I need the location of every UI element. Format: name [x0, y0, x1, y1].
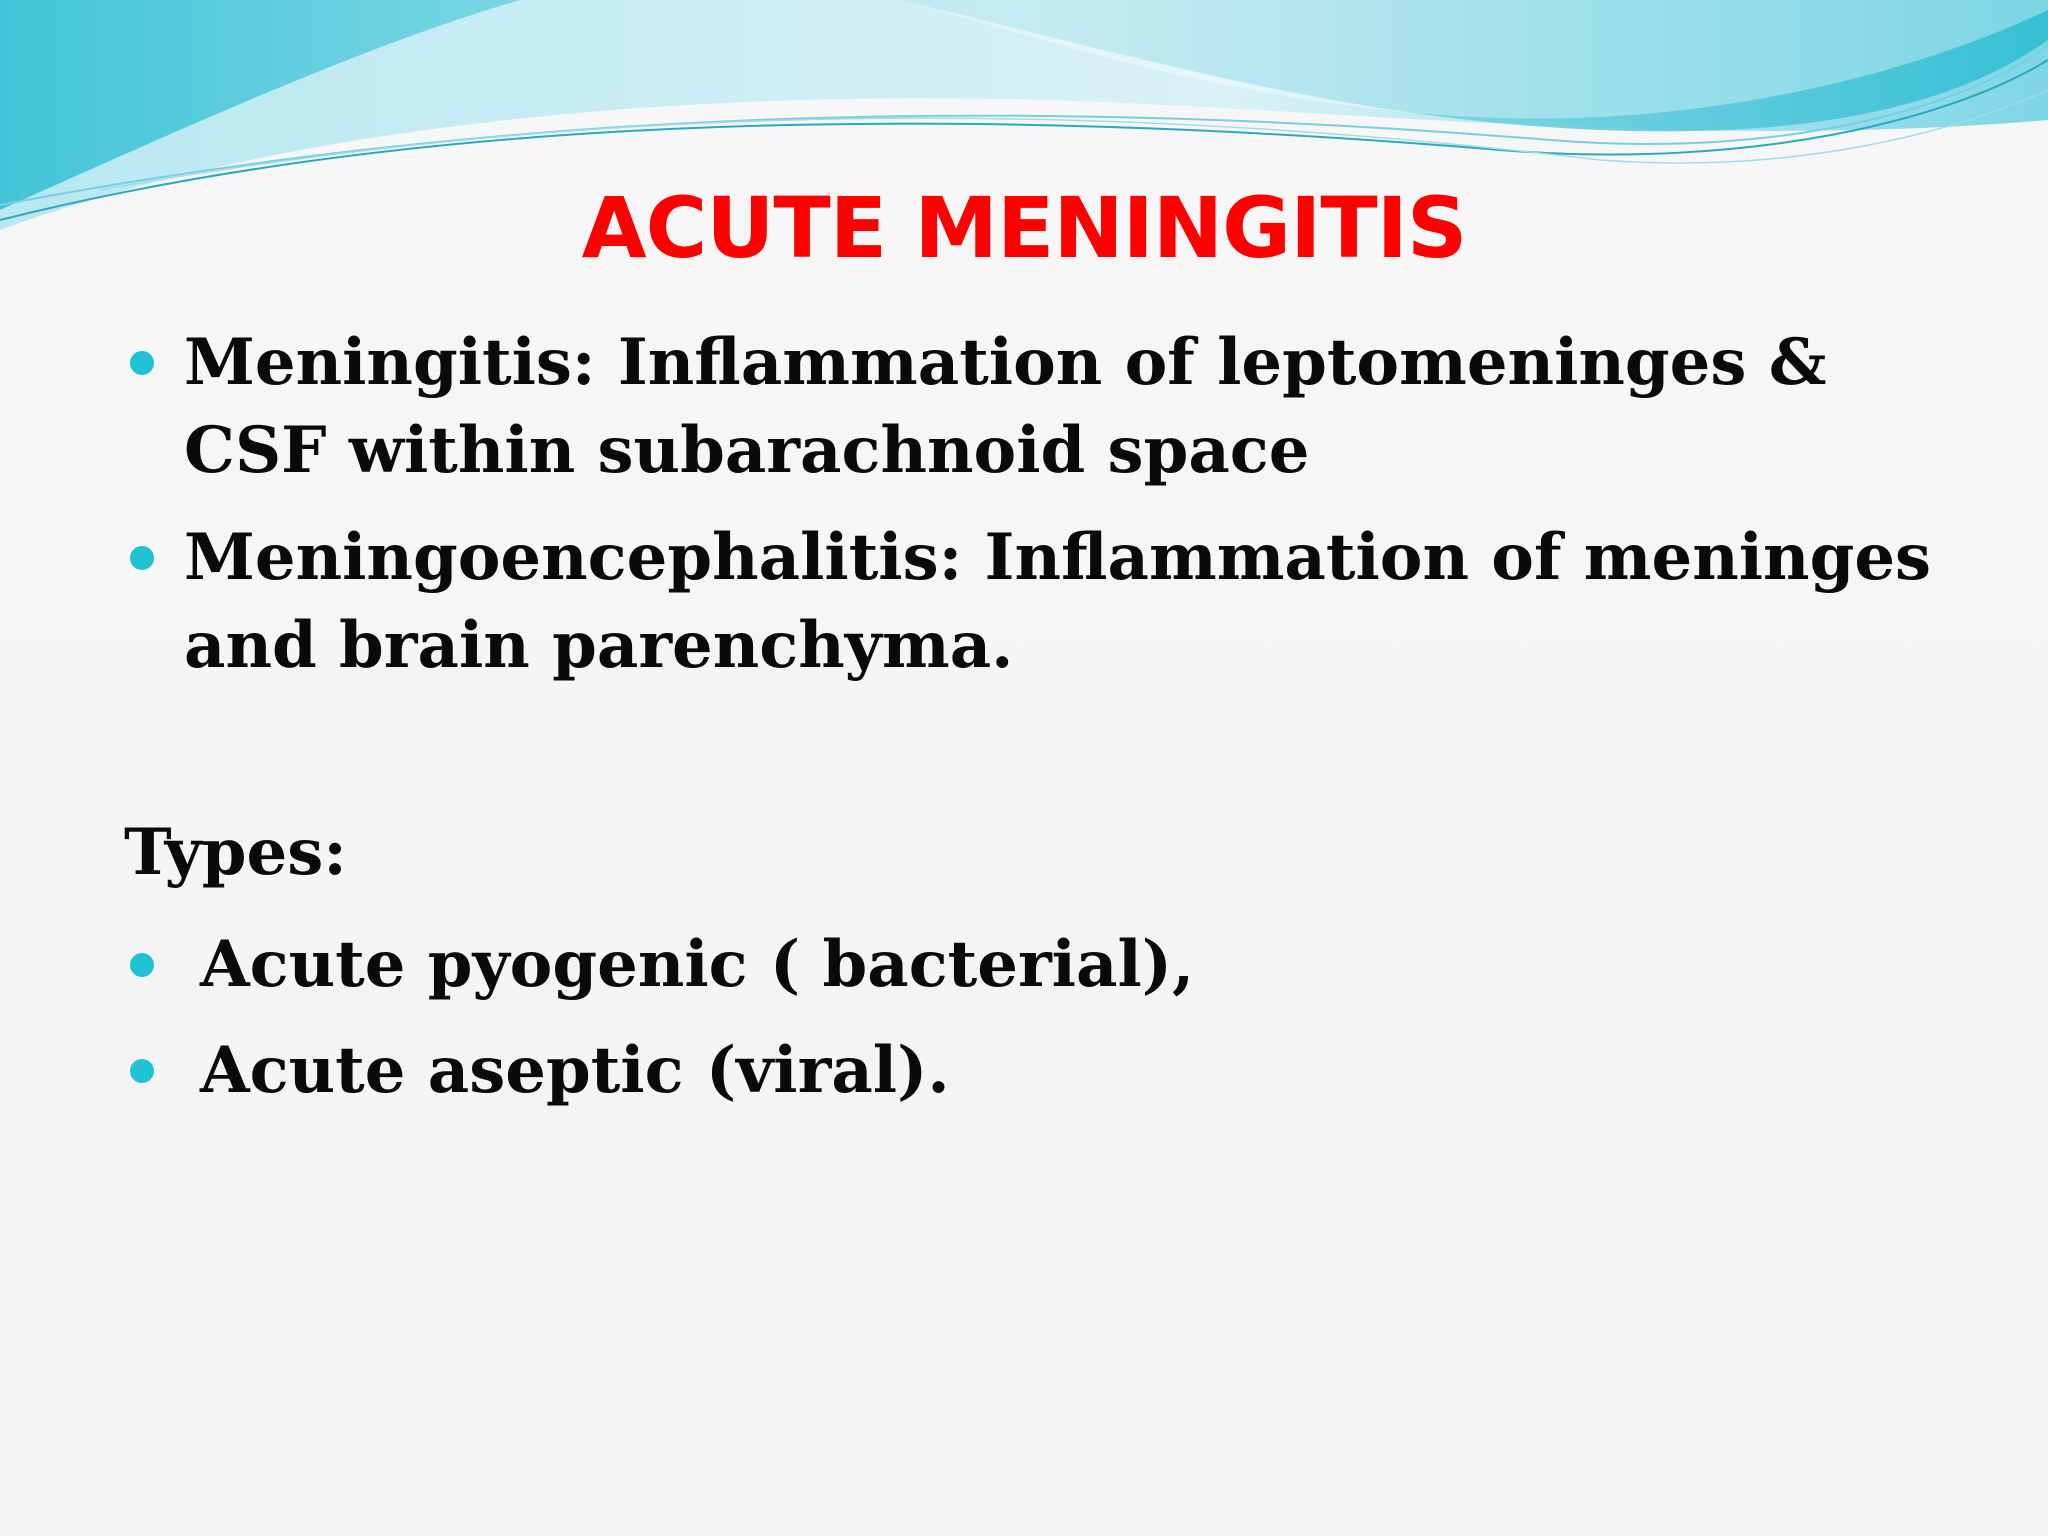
definition-line: CSF within subarachnoid space [184, 413, 1310, 488]
bullet-dot-icon [130, 953, 154, 977]
types-heading: Types: [124, 815, 347, 890]
bullet-dot-icon [130, 351, 154, 375]
bullet-dot-icon [130, 546, 154, 570]
type-item: Acute pyogenic ( bacterial), [200, 927, 1195, 1002]
definition-line: Meningoencephalitis: Inflammation of meninges [184, 520, 1932, 595]
slide-title: ACUTE MENINGITIS [581, 179, 1467, 277]
bullet-dot-icon [130, 1059, 154, 1083]
type-item: Acute aseptic (viral). [200, 1033, 950, 1108]
definition-line: Meningitis: Inflammation of leptomeninges & [184, 325, 1827, 400]
definition-line: and brain parenchyma. [184, 608, 1014, 683]
